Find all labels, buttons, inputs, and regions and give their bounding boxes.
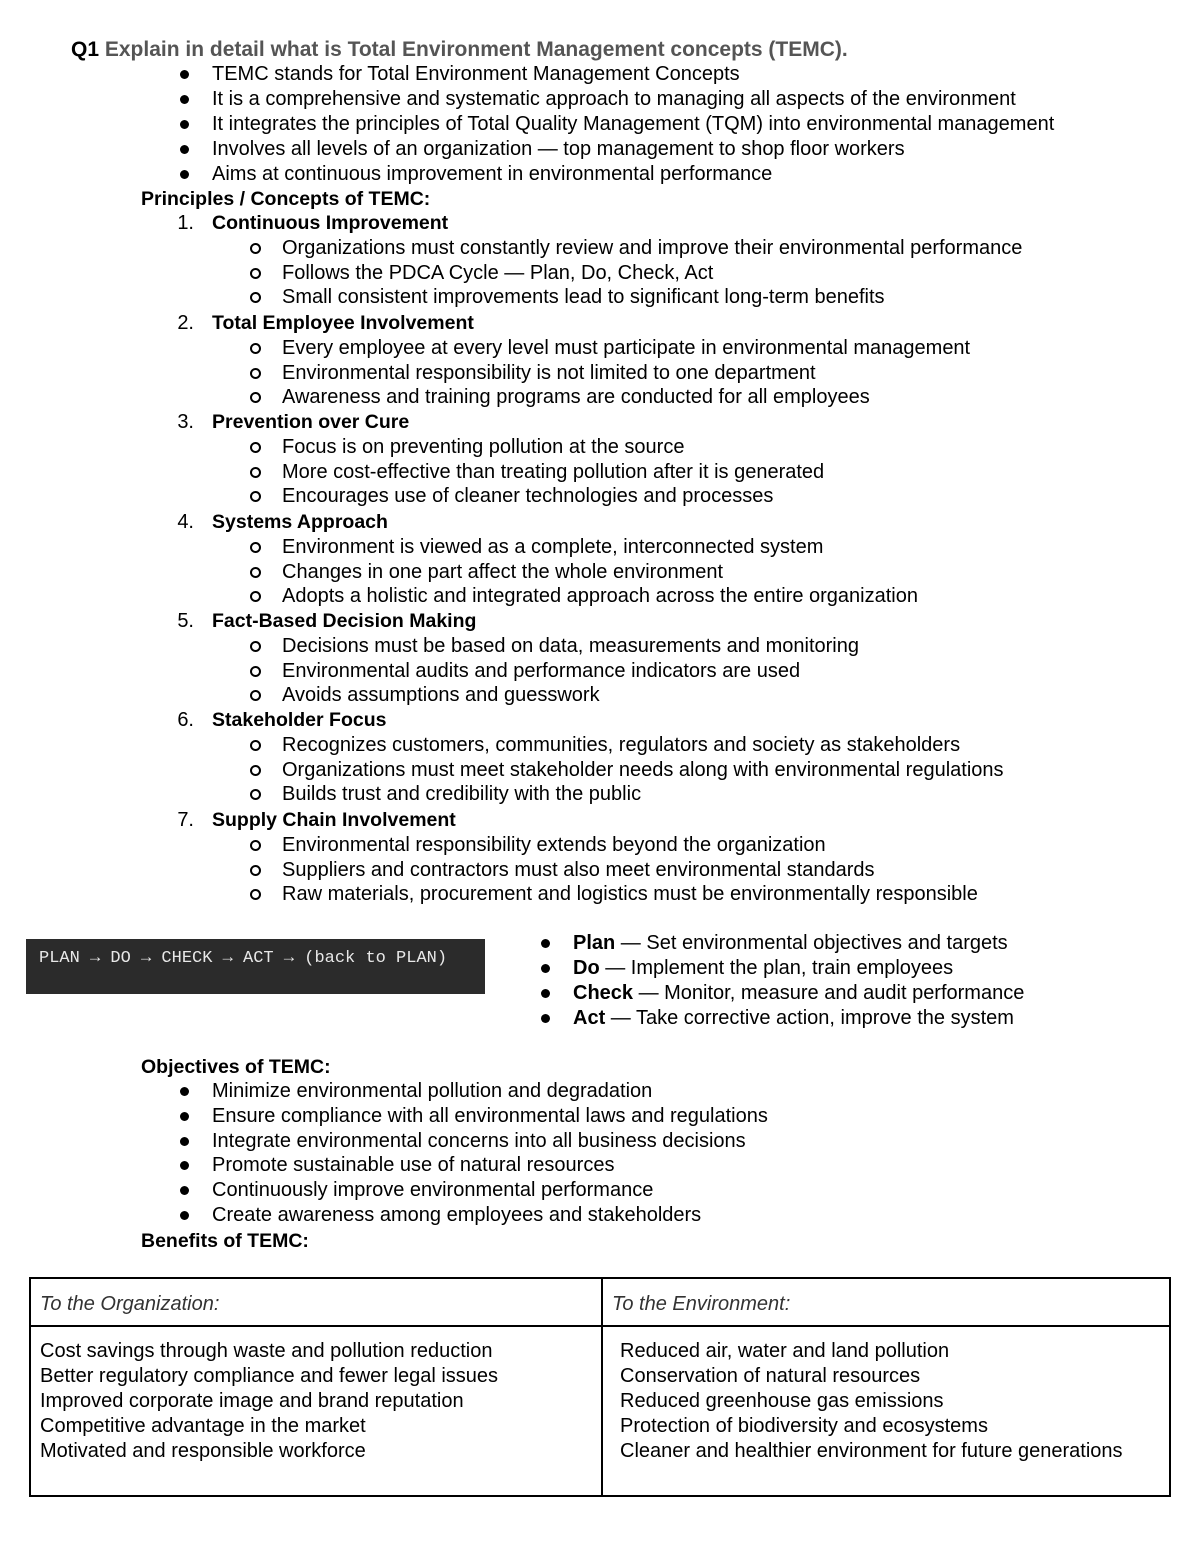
- benefit-item: Competitive advantage in the market: [40, 1415, 366, 1437]
- principle-title: Continuous Improvement: [212, 212, 449, 234]
- objective-item: Continuously improve environmental performance: [212, 1179, 654, 1202]
- principle-point: Adopts a holistic and integrated approach across the entire organization: [282, 585, 918, 608]
- objective-item: Create awareness among employees and stakeholders: [212, 1204, 702, 1226]
- intro-bullet: It integrates the principles of Total Quality Management (TQM) into environmental management: [212, 113, 1055, 135]
- pdca-code-block: [26, 939, 485, 994]
- principle-number: 5.: [177, 610, 194, 632]
- principle-point: Organizations must meet stakeholder needs along with environmental regulations: [282, 758, 1004, 781]
- intro-bullet: Aims at continuous improvement in environmental performance: [212, 163, 773, 185]
- benefit-item: Conservation of natural resources: [620, 1365, 921, 1387]
- principle-point: Suppliers and contractors must also meet environmental standards: [282, 858, 875, 881]
- benefits-header-environment: To the Environment:: [602, 1278, 1170, 1326]
- question-text: Explain in detail what is Total Environment Management concepts (TEMC).: [104, 38, 848, 61]
- benefits-organization-cell: [30, 1326, 602, 1496]
- principle-point: Follows the PDCA Cycle — Plan, Do, Check, Act: [282, 261, 714, 284]
- principle-number: 3.: [177, 411, 194, 433]
- principle-point: Organizations must constantly review and improve their environmental performance: [282, 236, 1023, 259]
- principle-point: Environment is viewed as a complete, interconnected system: [282, 535, 824, 558]
- principle-point: Recognizes customers, communities, regulators and society as stakeholders: [282, 733, 961, 756]
- pdca-step: [573, 981, 1024, 1006]
- principle-number: 6.: [177, 709, 194, 731]
- principle-title: Stakeholder Focus: [212, 709, 387, 731]
- principle-point: Every employee at every level must participate in environmental management: [282, 336, 971, 359]
- principle-title: Prevention over Cure: [212, 411, 410, 433]
- principle-point: Decisions must be based on data, measurements and monitoring: [282, 634, 859, 657]
- benefit-item: Reduced greenhouse gas emissions: [620, 1390, 944, 1412]
- principle-point: Environmental responsibility is not limited to one department: [282, 361, 816, 384]
- benefit-item: Better regulatory compliance and fewer legal issues: [40, 1365, 499, 1387]
- pdca-step: [573, 1006, 1014, 1031]
- principle-point: Builds trust and credibility with the public: [282, 783, 642, 806]
- principle-point: More cost-effective than treating pollution after it is generated: [282, 460, 825, 483]
- benefits-header-organization: To the Organization:: [30, 1278, 602, 1326]
- pdca-step: [573, 931, 1008, 956]
- question-number: Q1: [71, 38, 100, 61]
- benefit-item: Reduced air, water and land pollution: [620, 1340, 950, 1362]
- pdca-step-term: Check: [573, 982, 634, 1004]
- benefits-heading: Benefits of TEMC:: [141, 1230, 309, 1252]
- benefits-environment-cell: [602, 1326, 1170, 1496]
- principle-number: 2.: [177, 312, 194, 334]
- pdca-step: [573, 956, 953, 981]
- objectives-heading: Objectives of TEMC:: [141, 1056, 331, 1078]
- question-title: [71, 37, 848, 63]
- benefit-item: Motivated and responsible workforce: [40, 1440, 366, 1462]
- intro-bullet: Involves all levels of an organization — top management to shop floor workers: [212, 138, 905, 160]
- intro-bullet: It is a comprehensive and systematic approach to managing all aspects of the environment: [212, 88, 1016, 110]
- pdca-step-desc: — Implement the plan, train employees: [599, 957, 954, 979]
- principle-point: Small consistent improvements lead to significant long-term benefits: [282, 286, 885, 309]
- principle-title: Fact-Based Decision Making: [212, 610, 477, 632]
- benefit-item: Cost savings through waste and pollution reduction: [40, 1340, 493, 1362]
- pdca-step-term: Act: [573, 1007, 606, 1029]
- principle-point: Encourages use of cleaner technologies and processes: [282, 485, 774, 508]
- benefit-item: Protection of biodiversity and ecosystems: [620, 1415, 988, 1437]
- principle-point: Awareness and training programs are conducted for all employees: [282, 386, 870, 409]
- objective-item: Promote sustainable use of natural resources: [212, 1154, 615, 1177]
- principle-point: Avoids assumptions and guesswork: [282, 684, 600, 707]
- objective-item: Ensure compliance with all environmental laws and regulations: [212, 1104, 768, 1127]
- principle-title: Systems Approach: [212, 511, 388, 533]
- principle-number: 7.: [177, 809, 194, 831]
- benefits-table: [29, 1277, 1171, 1497]
- pdca-step-desc: — Monitor, measure and audit performance: [633, 982, 1025, 1004]
- pdca-step-desc: — Set environmental objectives and targets: [615, 932, 1008, 954]
- principle-title: Total Employee Involvement: [212, 312, 474, 334]
- principle-point: Changes in one part affect the whole environment: [282, 560, 724, 583]
- principle-number: 4.: [177, 511, 194, 533]
- principle-number: 1.: [177, 212, 194, 234]
- principle-point: Environmental audits and performance indicators are used: [282, 659, 801, 682]
- pdca-step-term: Plan: [573, 932, 616, 954]
- pdca-code-text: PLAN → DO → CHECK → ACT → (back to PLAN): [39, 949, 448, 968]
- principles-heading: Principles / Concepts of TEMC:: [141, 188, 431, 210]
- objective-item: Minimize environmental pollution and degradation: [212, 1080, 653, 1102]
- intro-bullet: TEMC stands for Total Environment Management Concepts: [212, 63, 740, 85]
- principle-title: Supply Chain Involvement: [212, 809, 456, 831]
- benefit-item: Improved corporate image and brand reputation: [40, 1390, 464, 1412]
- principle-point: Focus is on preventing pollution at the source: [282, 435, 685, 458]
- objective-item: Integrate environmental concerns into all business decisions: [212, 1129, 746, 1152]
- pdca-step-term: Do: [573, 957, 600, 979]
- principle-point: Environmental responsibility extends beyond the organization: [282, 833, 826, 856]
- pdca-step-desc: — Take corrective action, improve the system: [605, 1007, 1014, 1029]
- benefit-item: Cleaner and healthier environment for future generations: [620, 1440, 1123, 1462]
- principle-point: Raw materials, procurement and logistics must be environmentally responsible: [282, 883, 978, 906]
